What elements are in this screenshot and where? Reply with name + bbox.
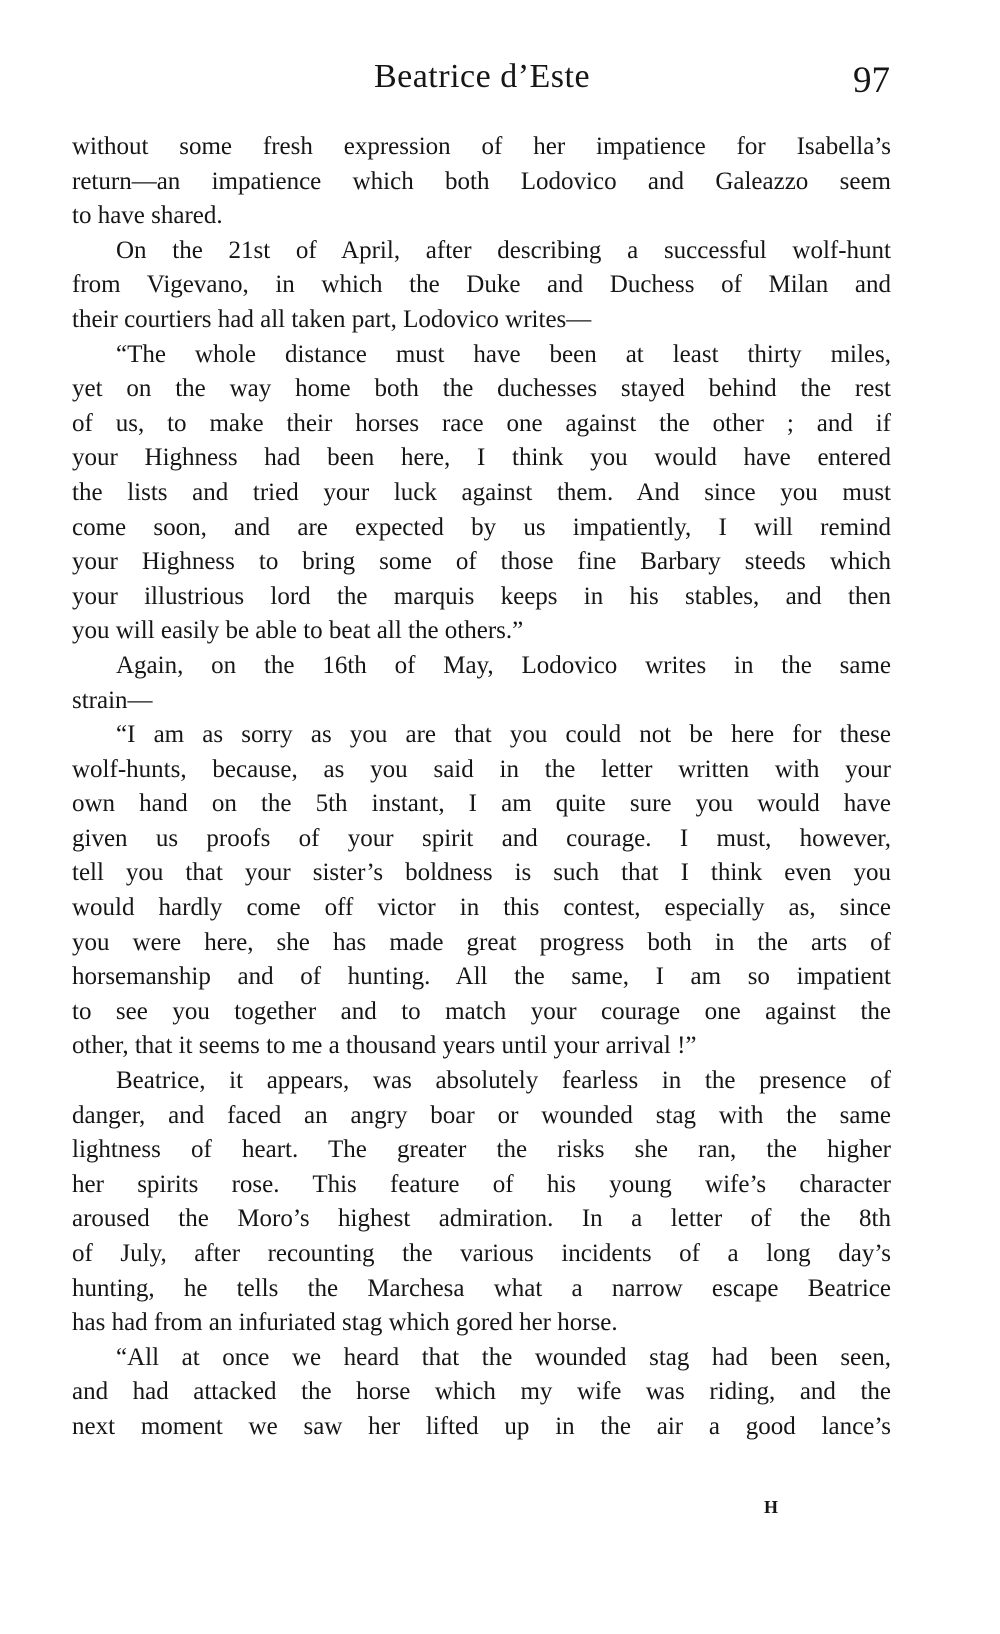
- body-text: [72, 130, 891, 1445]
- text-line: of us, to make their horses race one against the other ; and if: [72, 409, 891, 437]
- text-line: tell you that your sister’s boldness is such that I think even you: [72, 859, 891, 887]
- text-line: your Highness had been here, I think you would have entered: [72, 444, 891, 472]
- text-line: yet on the way home both the duchesses stayed behind the rest: [72, 375, 891, 403]
- text-line: Again, on the 16th of May, Lodovico writes in the same: [116, 651, 891, 679]
- text-line: your Highness to bring some of those fine Barbary steeds which: [72, 548, 891, 576]
- text-line: return—an impatience which both Lodovico and Galeazzo seem: [72, 167, 891, 195]
- text-line: has had from an infuriated stag which gored her horse.: [72, 1309, 618, 1337]
- text-line: “All at once we heard that the wounded stag had been seen,: [116, 1343, 891, 1371]
- text-line: “The whole distance must have been at least thirty miles,: [116, 340, 891, 368]
- text-line: strain—: [72, 686, 153, 714]
- text-line: danger, and faced an angry boar or wounded stag with the same: [72, 1101, 891, 1129]
- text-line: you were here, she has made great progress both in the arts of: [72, 928, 891, 956]
- text-line: “I am as sorry as you are that you could not be here for these: [116, 721, 891, 749]
- text-line: Beatrice, it appears, was absolutely fearless in the presence of: [116, 1067, 891, 1095]
- text-line: lightness of heart. The greater the risks she ran, the higher: [72, 1136, 891, 1164]
- text-line: without some fresh expression of her impatience for Isabella’s: [72, 133, 891, 160]
- running-head: [72, 52, 892, 102]
- text-line: of July, after recounting the various incidents of a long day’s: [72, 1240, 891, 1267]
- text-line: other, that it seems to me a thousand years until your arrival !”: [72, 1032, 697, 1060]
- text-line: wolf-hunts, because, as you said in the letter written with your: [72, 755, 891, 783]
- text-line: from Vigevano, in which the Duke and Duchess of Milan and: [72, 271, 891, 299]
- text-line: their courtiers had all taken part, Lodovico writes—: [72, 305, 592, 333]
- text-line: aroused the Moro’s highest admiration. In a letter of the 8th: [72, 1205, 891, 1233]
- text-line: would hardly come off victor in this contest, especially as, since: [72, 894, 891, 922]
- text-line: come soon, and are expected by us impatiently, I will remind: [72, 513, 891, 541]
- text-line: and had attacked the horse which my wife was riding, and the: [72, 1378, 891, 1406]
- text-line: own hand on the 5th instant, I am quite sure you would have: [72, 790, 891, 818]
- text-line: you will easily be able to beat all the others.”: [72, 617, 524, 645]
- text-line: given us proofs of your spirit and courage. I must, however,: [72, 824, 891, 852]
- page-number: 97: [853, 60, 890, 101]
- text-line: to have shared.: [72, 202, 223, 230]
- signature-mark: H: [764, 1497, 780, 1517]
- text-line: your illustrious lord the marquis keeps in his stables, and then: [72, 582, 891, 610]
- text-line: On the 21st of April, after describing a successful wolf-hunt: [116, 236, 891, 264]
- running-title: Beatrice d’Este: [373, 58, 591, 95]
- text-line: to see you together and to match your courage one against the: [72, 997, 891, 1025]
- text-line: the lists and tried your luck against them. And since you must: [72, 478, 891, 506]
- text-line: next moment we saw her lifted up in the air a good lance’s: [72, 1412, 891, 1440]
- text-line: her spirits rose. This feature of his young wife’s character: [72, 1170, 891, 1198]
- text-line: horsemanship and of hunting. All the same, I am so impatient: [72, 963, 891, 991]
- text-line: hunting, he tells the Marchesa what a narrow escape Beatrice: [72, 1274, 891, 1302]
